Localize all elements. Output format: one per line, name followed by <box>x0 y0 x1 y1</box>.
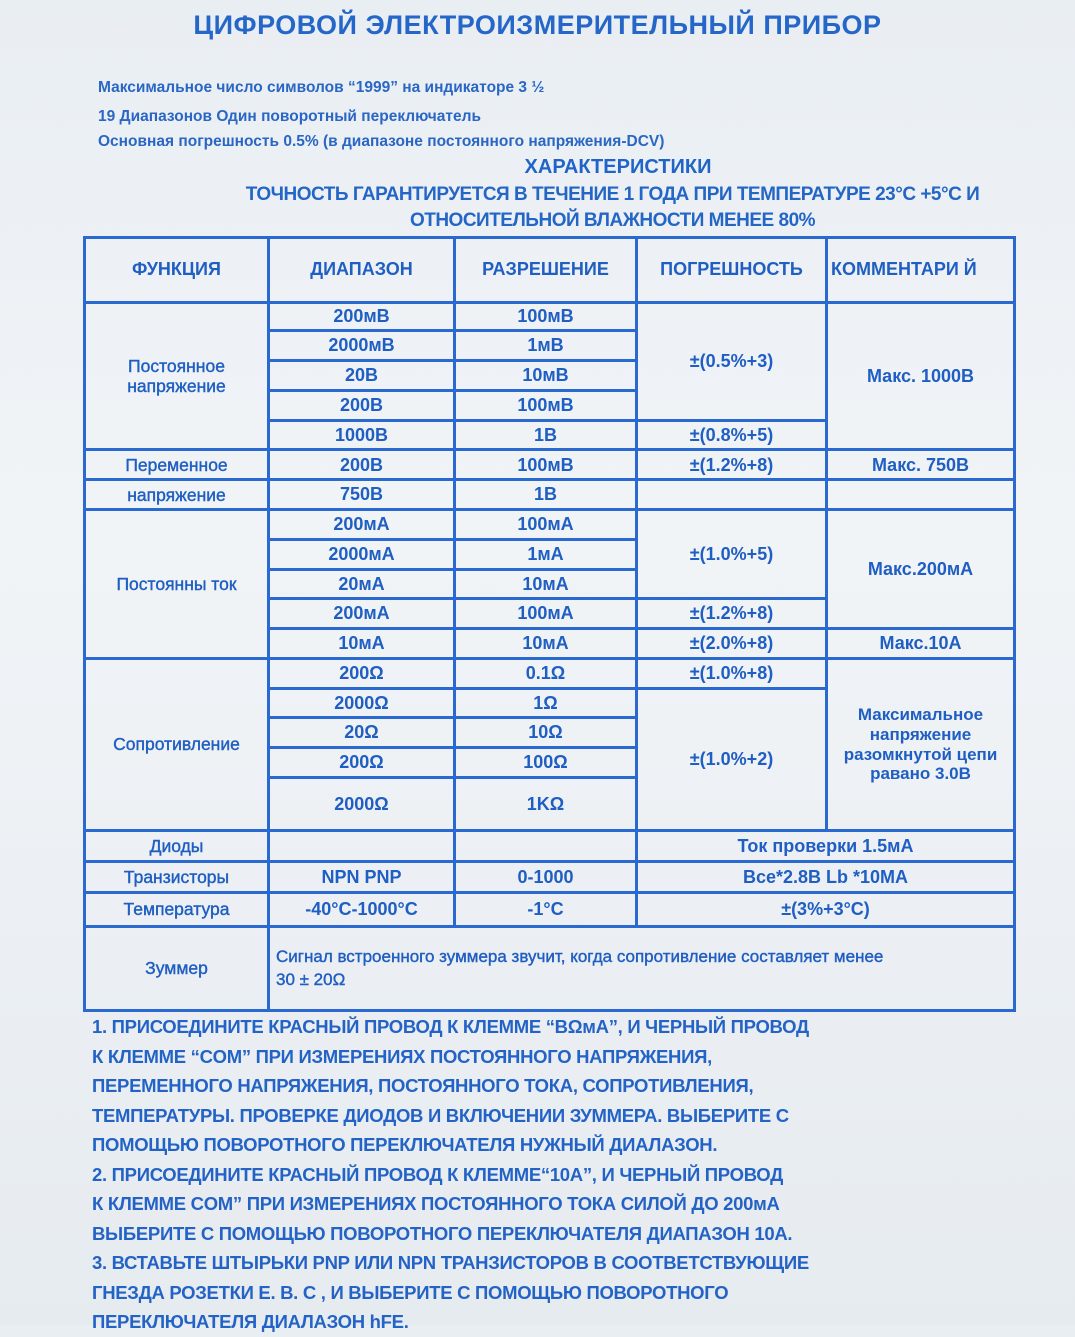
header-resolution: РАЗРЕШЕНИЕ <box>455 238 637 303</box>
buzzer-text-line1: Сигнал встроенного зуммера звучит, когда сопротивление составляет менее <box>276 946 884 966</box>
instruction-line: К КЛЕММЕ COM” ПРИ ИЗМЕРЕНИЯХ ПОСТОЯННОГО ТОКА СИЛОЙ ДО 200мА <box>92 1193 780 1214</box>
empty-cell <box>269 831 455 862</box>
acv-range: 200В <box>269 450 455 480</box>
table-row <box>85 892 1015 926</box>
instructions <box>92 1012 992 1337</box>
header-comments: КОММЕНТАРИ Й <box>827 238 1015 303</box>
temperature-accuracy: ±(3%+3°С) <box>637 892 1015 926</box>
table-row <box>85 926 1015 1010</box>
instruction-line: ВЫБЕРИТЕ С ПОМОЩЬЮ ПОВОРОТНОГО ПЕРЕКЛЮЧАТЕЛЯ ДИАПАЗОН 10А. <box>92 1222 793 1244</box>
resistance-resolution: 1KΩ <box>455 777 637 830</box>
dcv-range: 1000В <box>269 420 455 450</box>
intro-line-3: Основная погрешность 0.5% (в диапазоне постоянного напряжения-DCV) <box>98 133 665 150</box>
empty-cell <box>637 480 827 510</box>
dca-range: 10мА <box>269 629 455 659</box>
dca-function: Постоянны ток <box>85 510 269 659</box>
temperature-range: -40°С-1000°С <box>269 892 455 926</box>
acv-accuracy: ±(1.2%+8) <box>637 450 827 480</box>
dca-resolution: 100мА <box>455 510 637 540</box>
dca-range: 20мА <box>269 569 455 599</box>
resistance-resolution: 100Ω <box>455 748 637 778</box>
header-range: ДИАПАЗОН <box>269 238 455 303</box>
dcv-range: 2000мВ <box>269 331 455 361</box>
characteristics-heading: ХАРАКТЕРИСТИКИ <box>524 156 712 178</box>
table-row <box>85 862 1015 893</box>
resistance-resolution: 0.1Ω <box>455 658 637 688</box>
dca-resolution: 100мА <box>455 599 637 629</box>
transistors-range: NPN PNP <box>269 862 455 893</box>
acv-function-line2: напряжение <box>85 480 269 510</box>
dcv-accuracy-main: ±(0.5%+3) <box>637 302 827 420</box>
dca-accuracy-5: ±(2.0%+8) <box>637 629 827 659</box>
dcv-range: 200мВ <box>269 302 455 331</box>
instruction-line: ГНЕЗДА РОЗЕТКИ Е. В. С , И ВЫБЕРИТЕ С ПОМОЩЬЮ ПОВОРОТНОГО <box>92 1281 729 1303</box>
instruction-line: 3. ВСТАВЬТЕ ШТЫРЬКИ PNP ИЛИ NPN ТРАНЗИСТОРОВ В СООТВЕТСТВУЮЩИЕ <box>92 1252 809 1273</box>
resistance-function: Сопротивление <box>85 658 269 830</box>
page-title: ЦИФРОВОЙ ЭЛЕКТРОИЗМЕРИТЕЛЬНЫЙ ПРИБОР <box>193 10 882 40</box>
acv-resolution: 100мВ <box>455 450 637 480</box>
dcv-function: Постоянное напряжение <box>85 302 269 450</box>
instruction-line: ПЕРЕКЛЮЧАТЕЛЯ ДИАЛАЗОН hFE. <box>92 1311 409 1332</box>
header-accuracy: ПОГРЕШНОСТЬ <box>637 238 827 303</box>
transistors-function: Транзисторы <box>85 862 269 893</box>
transistors-resolution: 0-1000 <box>455 862 637 893</box>
dcv-resolution: 100мВ <box>455 390 637 420</box>
accuracy-line-1: ТОЧНОСТЬ ГАРАНТИРУЕТСЯ В ТЕЧЕНИЕ 1 ГОДА ПРИ ТЕМПЕРАТУРЕ 23°С +5°С И <box>245 184 980 205</box>
instruction-line: 2. ПРИСОЕДИНИТЕ КРАСНЫЙ ПРОВОД К КЛЕММЕ“10А”, И ЧЕРНЫЙ ПРОВОД <box>92 1163 784 1185</box>
dca-range: 200мА <box>269 599 455 629</box>
accuracy-line-2: ОТНОСИТЕЛЬНОЙ ВЛАЖНОСТИ МЕНЕЕ 80% <box>409 210 816 231</box>
resistance-accuracy-rest: ±(1.0%+2) <box>637 688 827 831</box>
resistance-resolution: 10Ω <box>455 718 637 748</box>
dcv-resolution: 100мВ <box>455 302 637 331</box>
empty-cell <box>827 480 1015 510</box>
dcv-resolution: 1мВ <box>455 331 637 361</box>
table-row <box>85 510 1015 540</box>
buzzer-function: Зуммер <box>85 926 269 1010</box>
resistance-range: 2000Ω <box>269 777 455 830</box>
resistance-accuracy-first: ±(1.0%+8) <box>637 658 827 688</box>
resistance-range: 20Ω <box>269 718 455 748</box>
table-header-row <box>85 238 1015 303</box>
dcv-resolution: 10мВ <box>455 361 637 391</box>
transistors-note: Все*2.8В Lb *10МА <box>637 862 1015 893</box>
header-function: ФУНКЦИЯ <box>85 238 269 303</box>
empty-cell <box>455 831 637 862</box>
dca-resolution: 1мА <box>455 539 637 569</box>
resistance-range: 200Ω <box>269 658 455 688</box>
buzzer-text-line2: 30 ± 20Ω <box>276 970 346 990</box>
resistance-resolution: 1Ω <box>455 688 637 718</box>
instruction-line: ПЕРЕМЕННОГО НАПРЯЖЕНИЯ, ПОСТОЯННОГО ТОКА, СОПРОТИВЛЕНИЯ, <box>92 1075 754 1096</box>
dca-resolution: 10мА <box>455 629 637 659</box>
dca-comment-last: Макс.10А <box>827 629 1015 659</box>
dca-resolution: 10мА <box>455 569 637 599</box>
resistance-comment: Максимальное напряжение разомкнутой цепи равано 3.0В <box>827 658 1015 830</box>
resistance-range: 2000Ω <box>269 688 455 718</box>
dcv-range: 200В <box>269 390 455 420</box>
instruction-line: ТЕМПЕРАТУРЫ. ПРОВЕРКЕ ДИОДОВ И ВКЛЮЧЕНИИ ЗУММЕРА. ВЫБЕРИТЕ С <box>92 1104 789 1126</box>
acv-resolution: 1В <box>455 480 637 510</box>
instruction-line: ПОМОЩЬЮ ПОВОРОТНОГО ПЕРЕКЛЮЧАТЕЛЯ НУЖНЫЙ ДИАЛАЗОН. <box>92 1134 718 1155</box>
acv-function-line1: Переменное <box>85 450 269 480</box>
acv-comment: Макс. 750В <box>827 450 1015 480</box>
dca-comment-main: Макс.200мА <box>827 510 1015 629</box>
resistance-range: 200Ω <box>269 748 455 778</box>
instruction-line: К КЛЕММЕ “COM” ПРИ ИЗМЕРЕНИЯХ ПОСТОЯННОГО НАПРЯЖЕНИЯ, <box>92 1045 712 1067</box>
table-row <box>85 658 1015 688</box>
buzzer-description <box>269 926 1015 1010</box>
dcv-accuracy-last: ±(0.8%+5) <box>637 420 827 450</box>
spec-table <box>83 236 1016 1012</box>
table-row <box>85 831 1015 862</box>
diodes-function: Диоды <box>85 831 269 862</box>
dcv-range: 20В <box>269 361 455 391</box>
dcv-comment: Макс. 1000В <box>827 302 1015 450</box>
dca-accuracy-4: ±(1.2%+8) <box>637 599 827 629</box>
intro-line-1: Максимальное число символов “1999” на индикаторе 3 ½ <box>98 79 545 96</box>
dca-range: 200мА <box>269 510 455 540</box>
acv-range: 750В <box>269 480 455 510</box>
table-row <box>85 480 1015 510</box>
instruction-line: 1. ПРИСОЕДИНИТЕ КРАСНЫЙ ПРОВОД К КЛЕММЕ “ВΩмА”, И ЧЕРНЫЙ ПРОВОД <box>92 1016 809 1037</box>
temperature-resolution: -1°С <box>455 892 637 926</box>
dca-range: 2000мА <box>269 539 455 569</box>
dca-accuracy-main: ±(1.0%+5) <box>637 510 827 599</box>
table-row <box>85 302 1015 331</box>
temperature-function: Температура <box>85 892 269 926</box>
table-row <box>85 450 1015 480</box>
dcv-resolution: 1В <box>455 420 637 450</box>
intro-line-2: 19 Диапазонов Один поворотный переключатель <box>98 108 481 125</box>
diodes-note: Ток проверки 1.5мА <box>637 831 1015 862</box>
